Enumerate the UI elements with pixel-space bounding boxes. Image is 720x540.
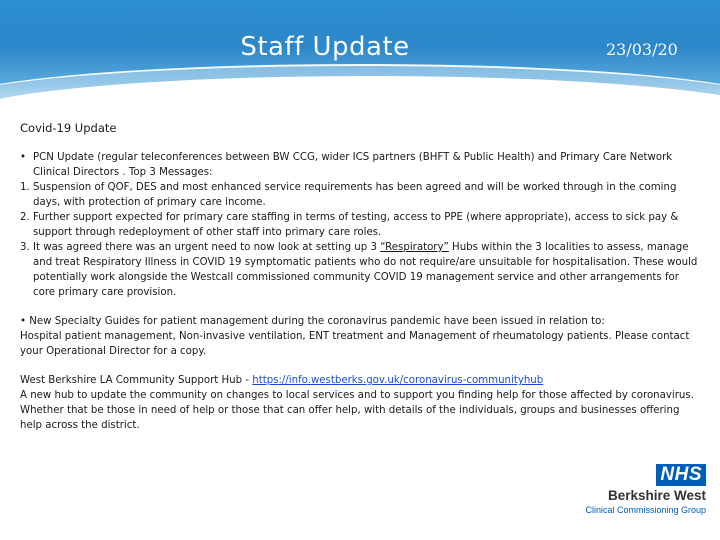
list-item bbox=[20, 210, 700, 240]
community-hub-label: West Berkshire LA Community Support Hub - bbox=[20, 375, 253, 386]
nhs-logo bbox=[580, 464, 706, 515]
section-heading: Covid-19 Update bbox=[20, 121, 117, 135]
community-hub-text: A new hub to update the community on changes to local services and to support you finding help for those affected by coronavirus. Whether that be those in need of help or those that can offer help, with details of the individuals, groups and businesses offering help across the district. bbox=[20, 390, 694, 431]
number-marker: 1. bbox=[20, 182, 30, 193]
pcn-update-list bbox=[20, 150, 700, 300]
content-body bbox=[20, 121, 700, 433]
specialty-guides-line bbox=[20, 314, 700, 329]
message-text: Suspension of QOF, DES and most enhanced service requirements has been agreed and will be worked through in the coming days, with protection of primary care income. bbox=[33, 182, 677, 208]
bullet-marker: • bbox=[20, 152, 27, 163]
page-title: Staff Update bbox=[240, 32, 410, 62]
respiratory-underlined: “Respiratory” bbox=[380, 242, 449, 253]
specialty-guides-text: New Specialty Guides for patient management during the coronavirus pandemic have been issued in relation to: bbox=[29, 316, 605, 327]
number-marker: 2. bbox=[20, 212, 30, 223]
org-name: Berkshire West bbox=[607, 488, 706, 503]
community-hub-block bbox=[20, 373, 700, 433]
page-date: 23/03/20 bbox=[606, 40, 678, 59]
list-item bbox=[20, 180, 700, 210]
number-marker: 3. bbox=[20, 242, 30, 253]
message-text-start: It was agreed there was an urgent need to now look at setting up 3 bbox=[33, 242, 381, 253]
specialty-guides-block bbox=[20, 314, 700, 359]
community-hub-line bbox=[20, 373, 700, 388]
list-item bbox=[20, 150, 700, 180]
bullet-marker: • bbox=[20, 316, 27, 327]
specialty-guides-detail: Hospital patient management, Non-invasive ventilation, ENT treatment and Management of rheumatology patients. Please contact your Operational Director for a copy. bbox=[20, 331, 690, 357]
pcn-update-text: PCN Update (regular teleconferences between BW CCG, wider ICS partners (BHFT & Public Health) and Primary Care Network Clinical Directors . Top 3 Messages: bbox=[33, 152, 673, 178]
org-subtitle: Clinical Commissioning Group bbox=[585, 505, 706, 515]
list-item bbox=[20, 240, 700, 300]
nhs-logo-mark: NHS bbox=[656, 464, 706, 486]
header-banner bbox=[0, 0, 720, 104]
community-hub-link[interactable]: https://info.westberks.gov.uk/coronavirus-communityhub bbox=[252, 375, 544, 386]
message-text: Further support expected for primary care staffing in terms of testing, access to PPE (where appropriate), access to sick pay & support through redeployment of other staff into primary care roles. bbox=[33, 212, 679, 238]
message-text-end: Hubs within the 3 localities to assess, manage and treat Respiratory Illness in COVID 19 symptomatic patients who do not require/are unsuitable for hospitalisation. These would potentially work alongside the Westcall commissioned community COVID 19 management service and other arrangements for core primary care provision. bbox=[33, 242, 698, 298]
